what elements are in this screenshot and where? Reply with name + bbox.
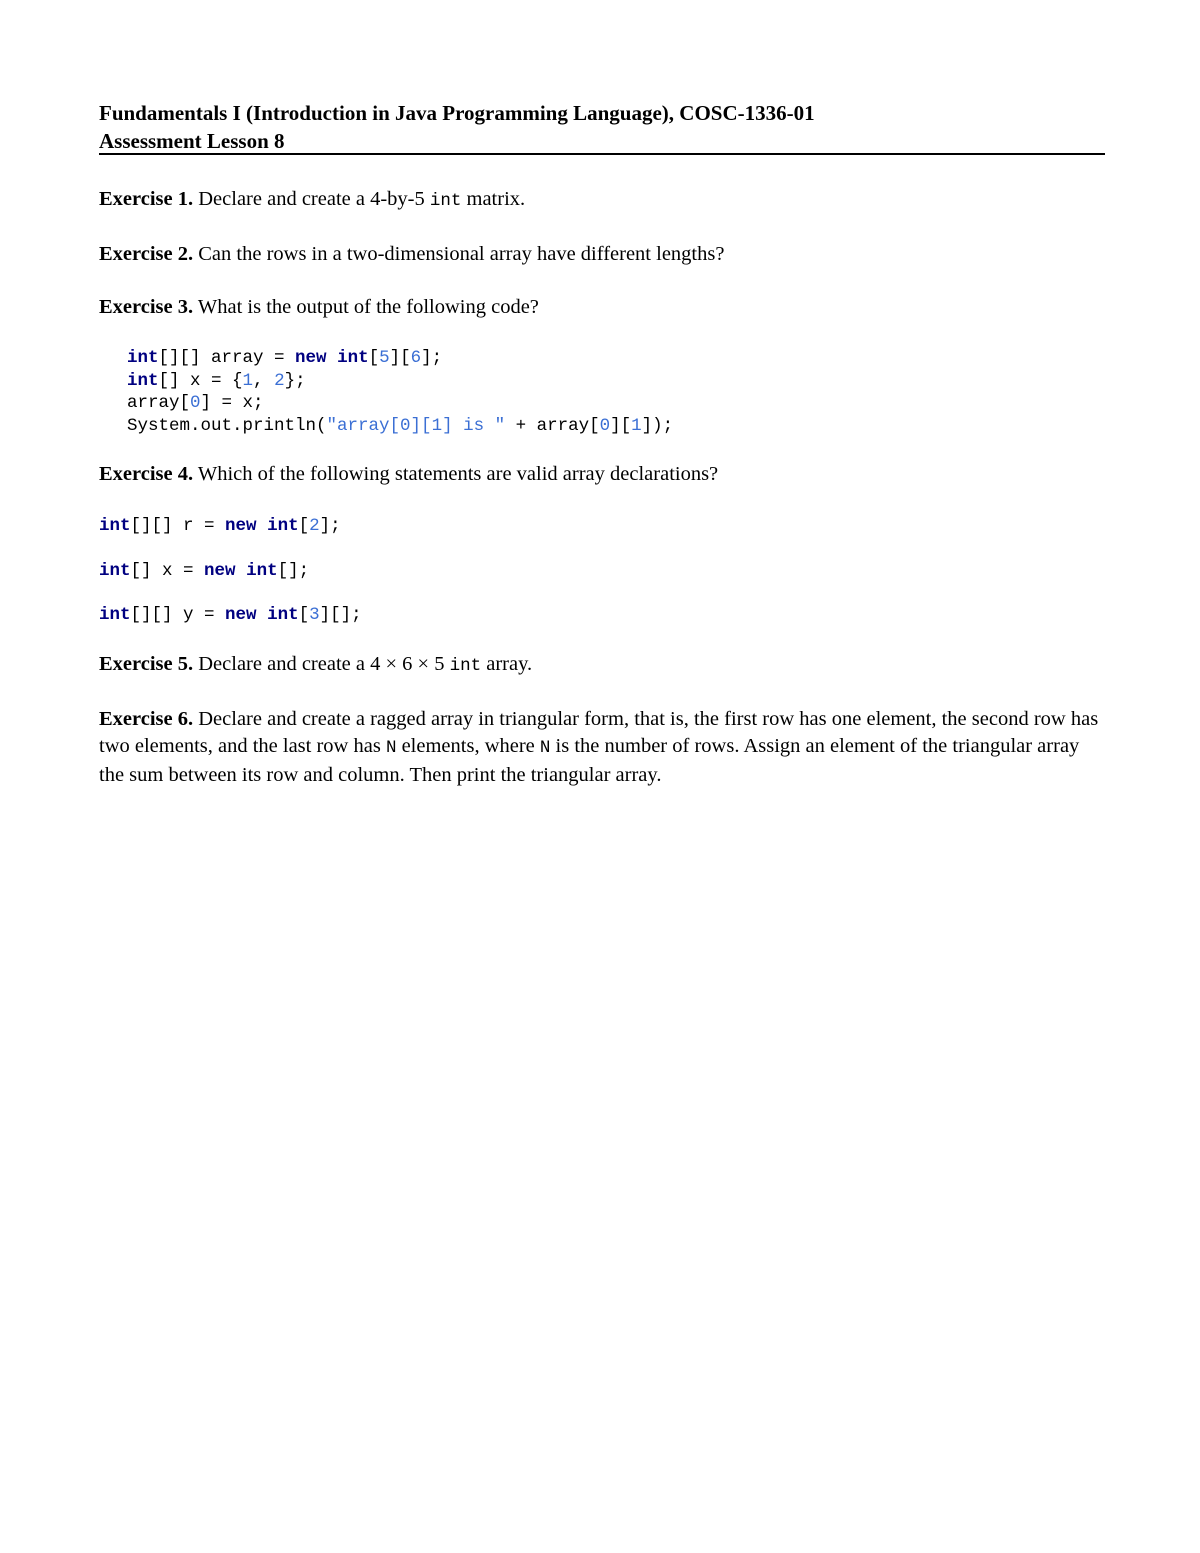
- exercise-label: Exercise 4.: [99, 463, 194, 485]
- code-statement-r: int[][] r = new int[2];: [99, 516, 341, 536]
- exercise-text: array.: [481, 652, 533, 675]
- exercise-text: elements, where: [396, 734, 540, 757]
- code-line-1: int[][] array = new int[5][6];: [127, 348, 443, 368]
- exercise-2: [99, 241, 1099, 268]
- exercise-1: [99, 186, 1099, 215]
- document-body: [99, 186, 1099, 789]
- code-line-4: System.out.println("array[0][1] is " + array[0][1]);: [127, 415, 674, 436]
- lesson-title: Assessment Lesson 8: [99, 129, 285, 153]
- inline-code: N: [385, 737, 397, 758]
- exercise-text: Which of the following statements are valid array declarations?: [197, 463, 719, 485]
- exercise-5: [99, 651, 1099, 680]
- exercise-3: [99, 294, 1099, 321]
- code-statement-y: int[][] y = new int[3][];: [99, 605, 362, 625]
- exercise-label: Exercise 1.: [99, 188, 194, 210]
- exercise-text: is the number of rows. Assign an element of the triangular array the sum between its row and column. Then print the triangular array.: [99, 734, 1080, 786]
- exercise-4: [99, 461, 1099, 488]
- inline-code: int: [429, 191, 462, 211]
- inline-code: N: [539, 737, 551, 758]
- exercise-label: Exercise 3.: [99, 296, 194, 318]
- exercise-label: Exercise 2.: [99, 243, 194, 265]
- code-statement-x: int[] x = new int[];: [99, 560, 310, 581]
- exercise-text: Declare and create a ragged array in triangular form, that is, the first row has one element, the second row has two elements, and the last row has: [99, 707, 1099, 757]
- exercise-6: [99, 706, 1099, 789]
- exercise-label: Exercise 6.: [99, 707, 194, 730]
- exercise-text: Can the rows in a two-dimensional array have different lengths?: [198, 243, 725, 265]
- course-title: Fundamentals I (Introduction in Java Programming Language), COSC-1336-01: [99, 101, 815, 125]
- inline-code: int: [449, 655, 482, 676]
- exercise-text: matrix.: [461, 188, 526, 210]
- document-header: [99, 99, 1105, 155]
- header-rule: [99, 153, 1105, 155]
- exercise-text: Declare and create a 4 × 6 × 5: [198, 652, 450, 675]
- exercise-text: What is the output of the following code?: [197, 296, 539, 318]
- exercise-label: Exercise 5.: [99, 652, 194, 675]
- exercise-text: Declare and create a 4-by-5: [198, 188, 430, 210]
- code-line-3: array[0] = x;: [127, 393, 264, 413]
- code-line-2: int[] x = {1, 2};: [127, 370, 306, 391]
- code-block-exercise-3: [99, 347, 1099, 437]
